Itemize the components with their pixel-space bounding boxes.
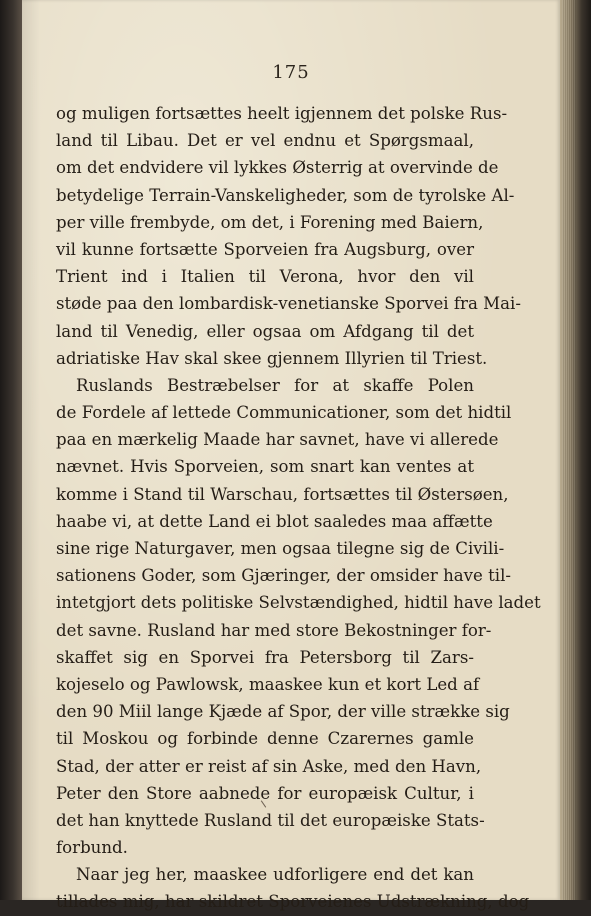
text-line: haabe vi, at dette Land ei blot saaledes maa affætte xyxy=(56,511,493,531)
text-line: paa en mærkelig Maade har savnet, have vi allerede xyxy=(56,430,499,450)
text-line: til Moskou og forbinde denne Czarernes gamle xyxy=(56,729,474,749)
text-line: betydelige Terrain-Vanskeligheder, som de tyrolske Al- xyxy=(56,185,515,205)
text-line: per ville frembyde, om det, i Forening med Baiern, xyxy=(56,212,484,232)
text-line: sine rige Naturgaver, men ogsaa tilegne sig de Civili- xyxy=(56,539,505,558)
book-spine xyxy=(0,0,22,900)
text-line: om det endvidere vil lykkes Østerrig at overvinde de xyxy=(56,158,499,178)
text-line: Stad, der atter er reist af sin Aske, med den Havn, xyxy=(56,756,482,776)
text-line: intetgjort dets politiske Selvstændighed, hidtil have ladet xyxy=(56,593,541,613)
text-line: Ruslands Bestræbelser for at skaffe Polen xyxy=(76,375,474,395)
text-line: de Fordele af lettede Communicationer, som det hidtil xyxy=(56,403,512,423)
text-line: Naar jeg her, maaskee udforligere end det kan xyxy=(76,865,474,885)
text-line: land til Venedig, eller ogsaa om Afdgang til det xyxy=(56,321,474,341)
text-line: den 90 Miil lange Kjæde af Spor, der ville strække sig xyxy=(56,702,510,722)
text-line: land til Libau. Det er vel endnu et Spørgsmaal, xyxy=(56,131,474,151)
text-line: komme i Stand til Warschau, fortsættes til Østersøen, xyxy=(56,484,509,504)
page-number: 175 xyxy=(272,62,310,83)
text-line: vil kunne fortsætte Sporveien fra Augsburg, over xyxy=(56,239,474,259)
text-line: skaffet sig en Sporvei fra Petersborg til Zars- xyxy=(56,647,474,667)
text-line: Trient ind i Italien til Verona, hvor den vil xyxy=(56,267,474,287)
text-line: kojeselo og Pawlowsk, maaskee kun et kort Led af xyxy=(56,674,480,694)
text-line: det han knyttede Rusland til det europæiske Stats- xyxy=(56,810,485,830)
text-line: forbund. xyxy=(56,838,128,858)
text-line: nævnet. Hvis Sporveien, som snart kan ventes at xyxy=(56,457,474,477)
body-text xyxy=(56,100,541,916)
book-page xyxy=(22,0,560,912)
text-line: støde paa den lombardisk-venetianske Sporvei fra Mai- xyxy=(56,294,521,314)
text-line: og muligen fortsættes heelt igjennem det polske Rus- xyxy=(56,104,508,123)
text-line: tillades mig, har skildret Sporveienes Udstrækning, dog xyxy=(56,892,530,912)
text-line: det savne. Rusland har med store Bekostninger for- xyxy=(56,620,492,640)
text-line: Peter den Store aabnede for europæisk Cultur, i xyxy=(56,783,474,803)
text-line: adriatiske Hav skal skee gjennem Illyrien til Triest. xyxy=(56,348,488,368)
text-line: sationens Goder, som Gjæringer, der omsider have til- xyxy=(56,566,512,586)
page-edge-lines xyxy=(562,0,576,900)
